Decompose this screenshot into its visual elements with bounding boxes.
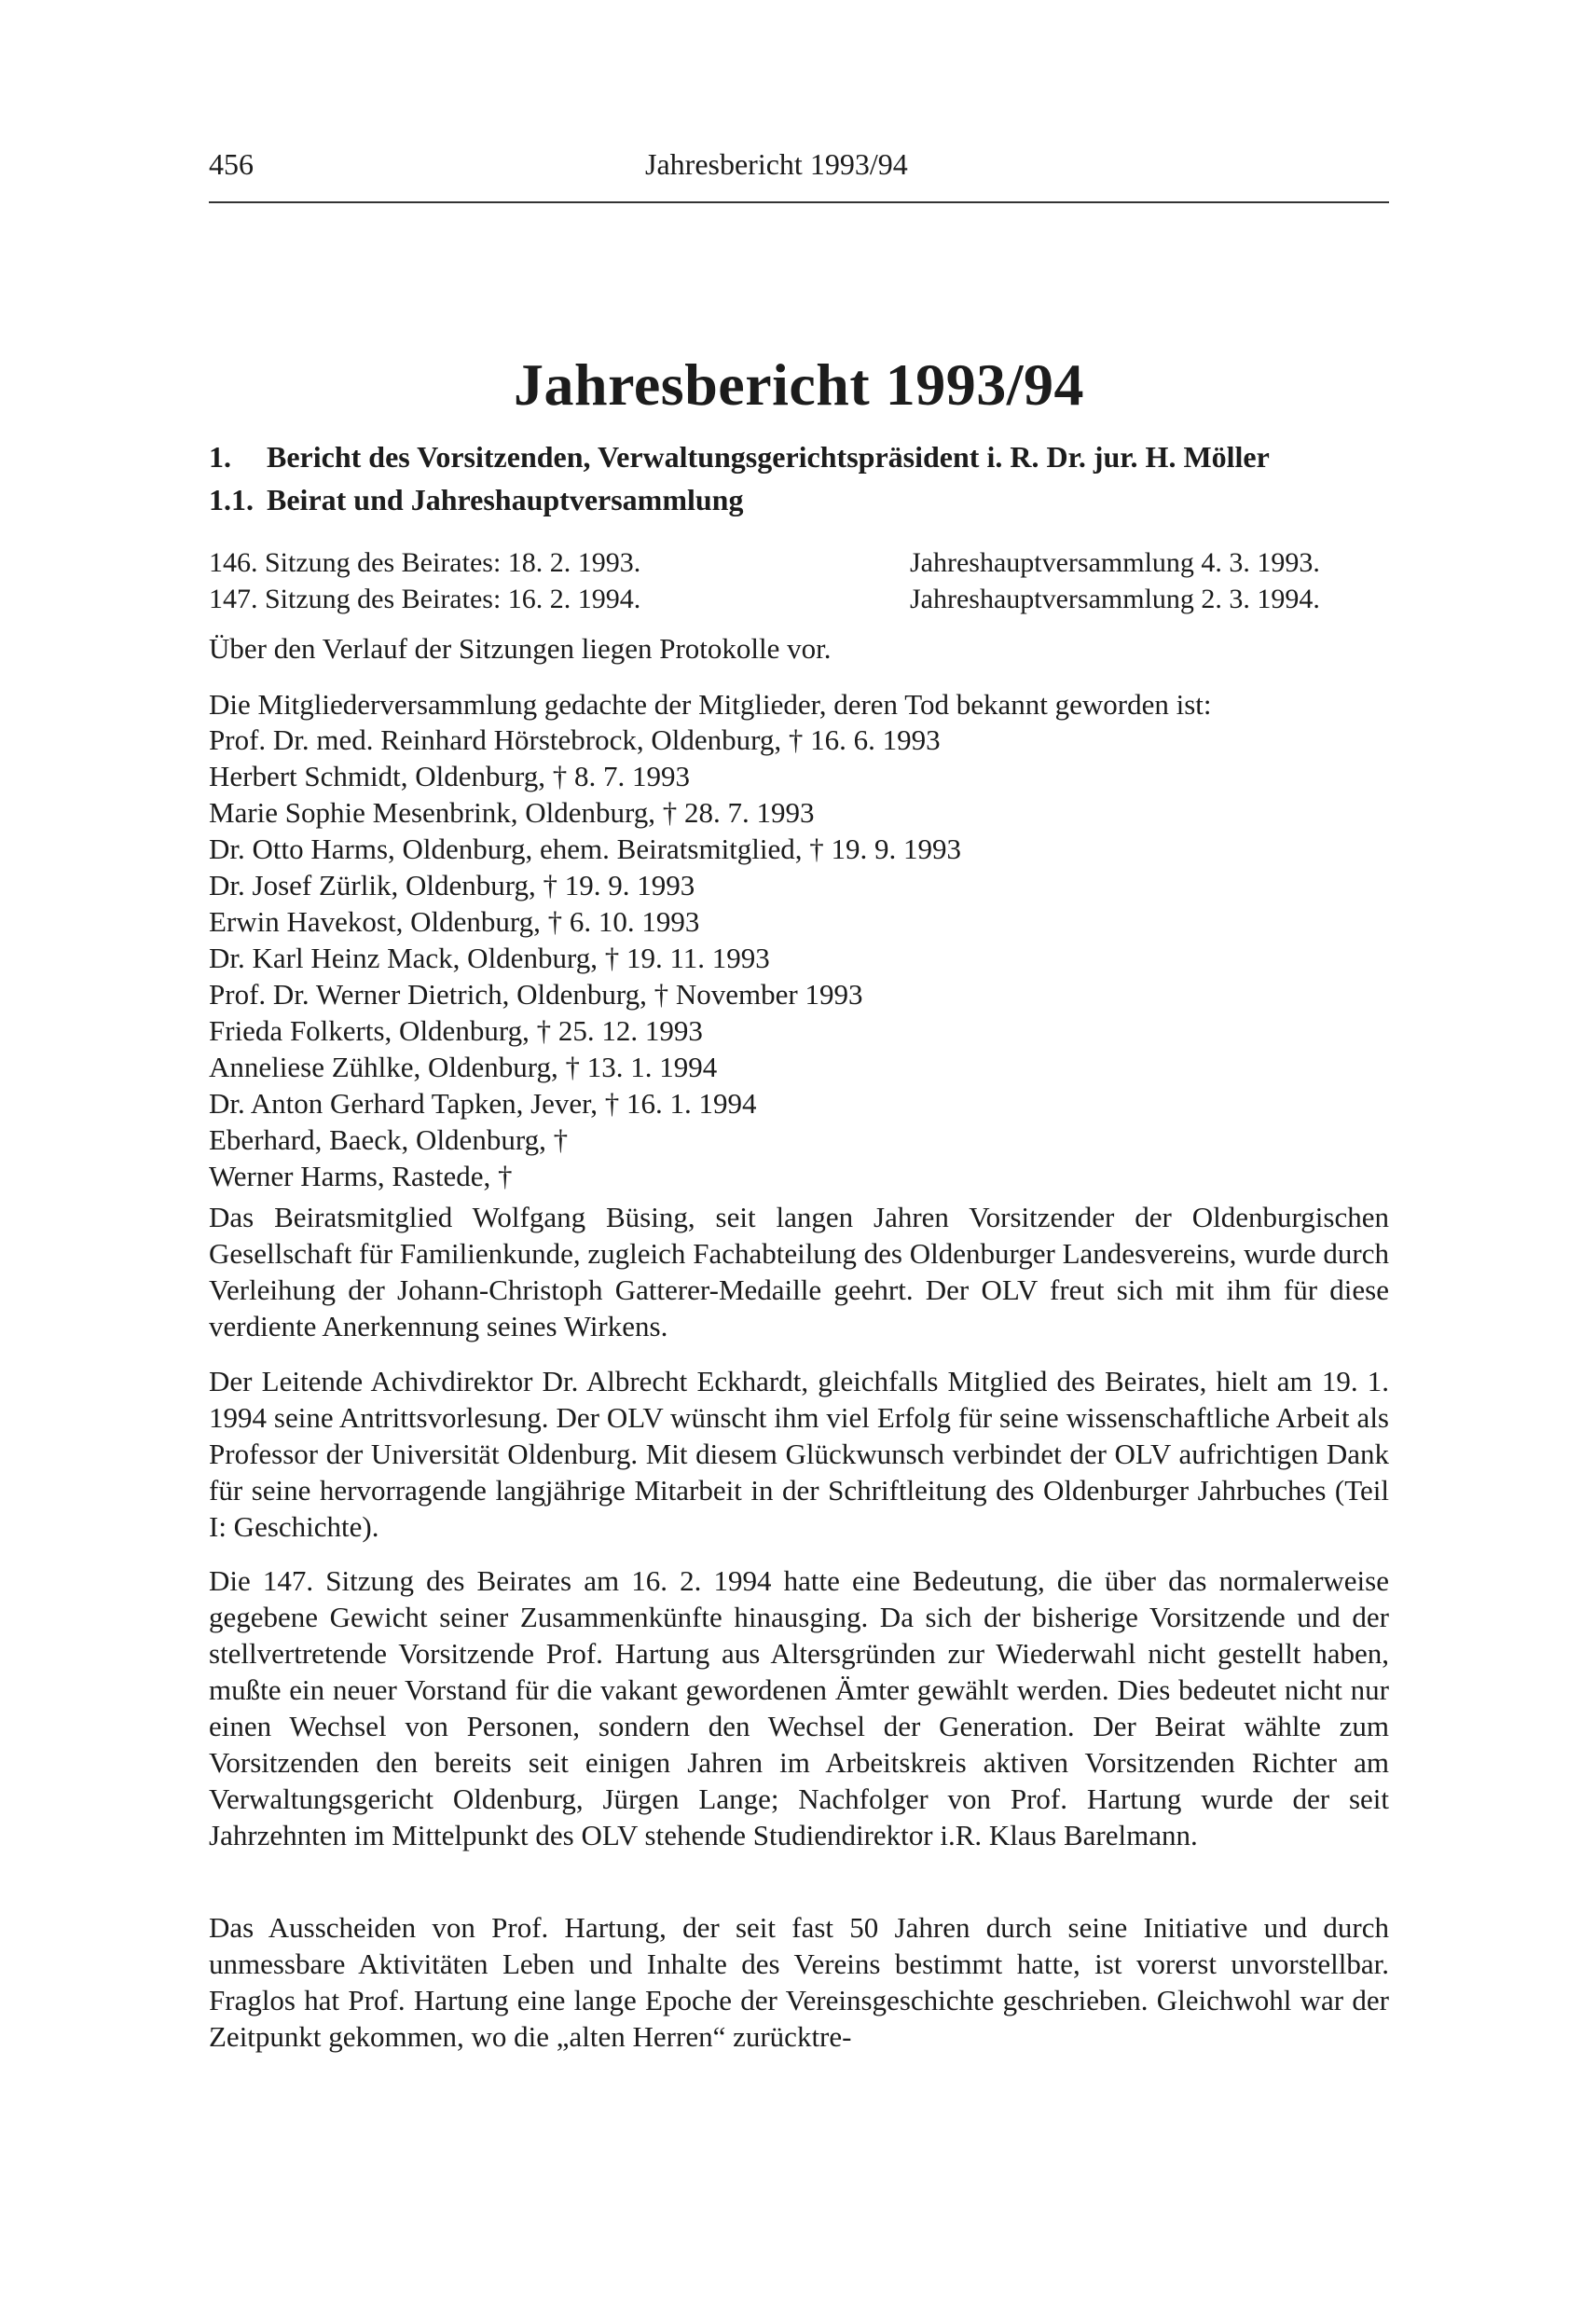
section-heading-1 [209, 440, 1389, 475]
list-item: Dr. Karl Heinz Mack, Oldenburg, † 19. 11. 1993 [209, 942, 770, 974]
page-number: 456 [209, 147, 254, 181]
paragraph-hartung: Das Ausscheiden von Prof. Hartung, der seit fast 50 Jahren durch seine Initiative und durch unmessbare Aktivitäten Leben und Inhalte des Vereins bestimmt hatte, ist vorerst unvorstellbar. Fraglos hat Prof. Hartung eine lange Epoche der Vereinsgeschichte geschrieben. Gleichwohl war der Zeitpunkt gekommen, wo die „alten Herren“ zurücktre- [209, 1911, 1389, 2053]
paragraph-eckhardt: Der Leitende Achivdirektor Dr. Albrecht Eckhardt, gleichfalls Mitglied des Beirates, hielt am 19. 1. 1994 seine Antrittsvorlesung. Der OLV wünscht ihm viel Erfolg für seine wissenschaftliche Arbeit als Professor der Universität Oldenburg. Mit diesem Glückwunsch verbindet der OLV aufrichtigen Dank für seine hervorragende langjährige Mitarbeit in der Schriftleitung des Oldenburger Jahrbuches (Teil I: Geschichte). [209, 1365, 1389, 1543]
header-rule [209, 201, 1389, 203]
list-item: Prof. Dr. med. Reinhard Hörstebrock, Oldenburg, † 16. 6. 1993 [209, 723, 941, 756]
running-head [209, 147, 1389, 203]
list-item: Werner Harms, Rastede, † [209, 1160, 513, 1192]
list-item: Anneliese Zühlke, Oldenburg, † 13. 1. 1994 [209, 1051, 718, 1083]
page-title: Jahresbericht 1993/94 [514, 351, 1084, 418]
list-item: Herbert Schmidt, Oldenburg, † 8. 7. 1993 [209, 760, 691, 792]
meeting-row [209, 544, 1389, 581]
list-item: Prof. Dr. Werner Dietrich, Oldenburg, † November 1993 [209, 978, 863, 1011]
section-heading-1-1 [209, 483, 1389, 517]
section-title: Bericht des Vorsitzenden, Verwaltungsgerichtspräsident i. R. Dr. jur. H. Möller [267, 440, 1270, 474]
list-item: Erwin Havekost, Oldenburg, † 6. 10. 1993 [209, 905, 700, 938]
list-item: Marie Sophie Mesenbrink, Oldenburg, † 28. 7. 1993 [209, 796, 815, 829]
paragraph-board-election: Die 147. Sitzung des Beirates am 16. 2. 1994 hatte eine Bedeutung, die über das normalerweise gegebene Gewicht seiner Zusammenkünfte hinausging. Da sich der bisherige Vorsitzende und der stellvertretende Vorsitzende Prof. Hartung aus Altersgründen zur Wiederwahl nicht gestellt haben, mußte ein neuer Vorstand für die vakant gewordenen Ämter gewählt werden. Dies bedeutet nicht nur einen Wechsel von Personen, sondern den Wechsel der Generation. Der Beirat wählte zum Vorsitzenden den bereits seit einigen Jahren im Arbeitskreis aktiven Vorsitzenden Richter am Verwaltungsgericht Oldenburg, Jürgen Lange; Nachfolger von Prof. Hartung wurde der seit Jahrzehnten im Mittelpunkt des OLV stehende Studiendirektor i.R. Klaus Barelmann. [209, 1564, 1389, 1851]
annual-meeting: Jahreshauptversammlung 2. 3. 1994. [910, 584, 1320, 614]
annual-meeting: Jahreshauptversammlung 4. 3. 1993. [910, 547, 1320, 578]
document-page [209, 0, 1389, 2312]
list-item: Dr. Josef Zürlik, Oldenburg, † 19. 9. 1993 [209, 869, 695, 901]
deceased-list [209, 722, 1389, 1194]
running-title: Jahresbericht 1993/94 [645, 147, 908, 181]
board-meeting: 146. Sitzung des Beirates: 18. 2. 1993. [209, 547, 641, 578]
list-item: Frieda Folkerts, Oldenburg, † 25. 12. 1993 [209, 1014, 703, 1047]
paragraph-buesing: Das Beiratsmitglied Wolfgang Büsing, seit langen Jahren Vorsitzender der Oldenburgischen Gesellschaft für Familienkunde, zugleich Fachabteilung des Oldenburger Landesvereins, wurde durch Verleihung der Johann-Christoph Gatterer-Medaille geehrt. Der OLV freut sich mit ihm für diese verdiente Anerkennung seines Wirkens. [209, 1201, 1389, 1342]
section-title: Beirat und Jahreshauptversammlung [267, 483, 744, 516]
list-item: Dr. Otto Harms, Oldenburg, ehem. Beiratsmitglied, † 19. 9. 1993 [209, 833, 962, 865]
section-number: 1.1. [209, 483, 254, 516]
meeting-row [209, 581, 1389, 617]
board-meeting: 147. Sitzung des Beirates: 16. 2. 1994. [209, 584, 641, 614]
list-item: Eberhard, Baeck, Oldenburg, † [209, 1123, 569, 1156]
paragraph-commemoration: Die Mitgliederversammlung gedachte der Mitglieder, deren Tod bekannt geworden ist: [209, 688, 1212, 721]
section-number: 1. [209, 440, 231, 474]
list-item: Dr. Anton Gerhard Tapken, Jever, † 16. 1. 1994 [209, 1087, 757, 1120]
paragraph-protocols: Über den Verlauf der Sitzungen liegen Protokolle vor. [209, 632, 832, 665]
meetings-list [209, 544, 1389, 617]
